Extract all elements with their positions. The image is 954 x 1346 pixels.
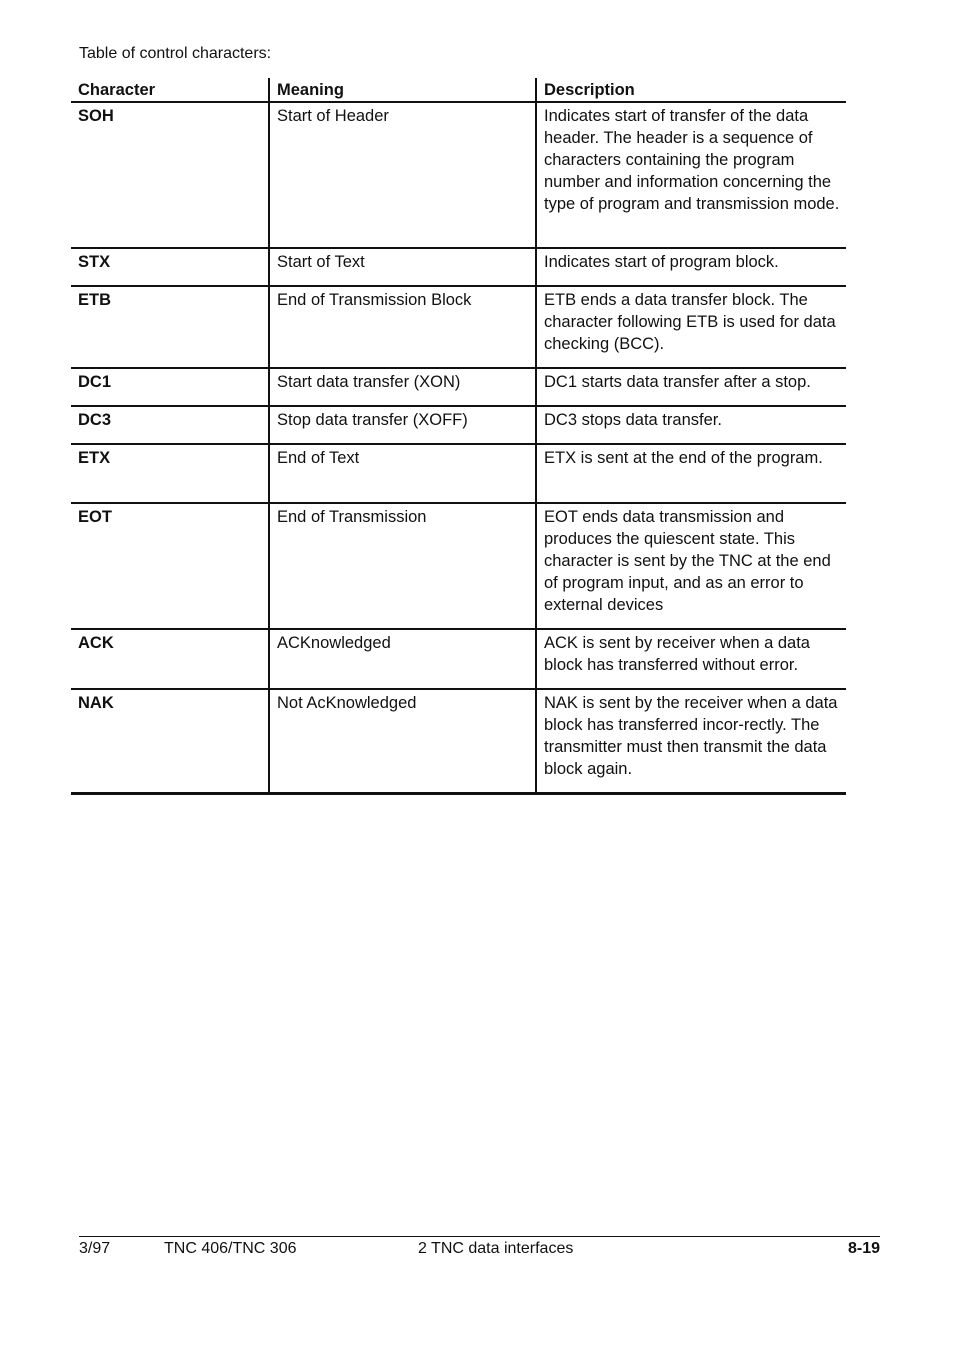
- table-row: [71, 689, 846, 794]
- table-row: [71, 286, 846, 368]
- character-cell: ETB: [71, 286, 269, 368]
- table-row: [71, 102, 846, 248]
- table-intro: Table of control characters:: [79, 45, 272, 62]
- page-number: 8-19: [847, 1240, 880, 1257]
- meaning-cell: Start of Header: [269, 102, 536, 248]
- description-cell: DC1 starts data transfer after a stop.: [536, 368, 846, 406]
- table-row: [71, 248, 846, 286]
- character-cell: DC3: [71, 406, 269, 444]
- description-cell: NAK is sent by the receiver when a data block has transferred incor-rectly. The transmitter must then transmit the data block again.: [536, 689, 846, 794]
- character-cell: ETX: [71, 444, 269, 503]
- footer-section: 2 TNC data interfaces: [418, 1240, 574, 1257]
- meaning-cell: ACKnowledged: [269, 629, 536, 689]
- description-cell: EOT ends data transmission and produces the quiescent state. This character is sent by the TNC at the end of program input, and as an error to external devices: [536, 503, 846, 629]
- meaning-cell: Stop data transfer (XOFF): [269, 406, 536, 444]
- meaning-cell: End of Transmission: [269, 503, 536, 629]
- character-cell: ACK: [71, 629, 269, 689]
- table-row: [71, 629, 846, 689]
- table-header-row: [71, 78, 846, 102]
- character-cell: EOT: [71, 503, 269, 629]
- meaning-cell: Not AcKnowledged: [269, 689, 536, 794]
- table-row: [71, 444, 846, 503]
- table-row: [71, 406, 846, 444]
- meaning-cell: End of Text: [269, 444, 536, 503]
- table-row: [71, 368, 846, 406]
- footer-product: TNC 406/TNC 306: [164, 1240, 297, 1257]
- description-cell: DC3 stops data transfer.: [536, 406, 846, 444]
- header-meaning: Meaning: [269, 78, 536, 102]
- character-cell: NAK: [71, 689, 269, 794]
- description-cell: ETB ends a data transfer block. The character following ETB is used for data checking (BCC).: [536, 286, 846, 368]
- meaning-cell: Start of Text: [269, 248, 536, 286]
- meaning-cell: Start data transfer (XON): [269, 368, 536, 406]
- character-cell: SOH: [71, 102, 269, 248]
- description-cell: ACK is sent by receiver when a data block has transferred without error.: [536, 629, 846, 689]
- control-characters-table: [71, 78, 846, 795]
- description-cell: ETX is sent at the end of the program.: [536, 444, 846, 503]
- character-cell: DC1: [71, 368, 269, 406]
- description-cell: Indicates start of program block.: [536, 248, 846, 286]
- meaning-cell: End of Transmission Block: [269, 286, 536, 368]
- description-cell: Indicates start of transfer of the data header. The header is a sequence of characters containing the program number and information concerning the type of program and transmission mode.: [536, 102, 846, 248]
- footer-date: 3/97: [79, 1240, 111, 1257]
- character-cell: STX: [71, 248, 269, 286]
- header-description: Description: [536, 78, 846, 102]
- table-row: [71, 503, 846, 629]
- header-character: Character: [71, 78, 269, 102]
- footer-divider: [79, 1236, 880, 1237]
